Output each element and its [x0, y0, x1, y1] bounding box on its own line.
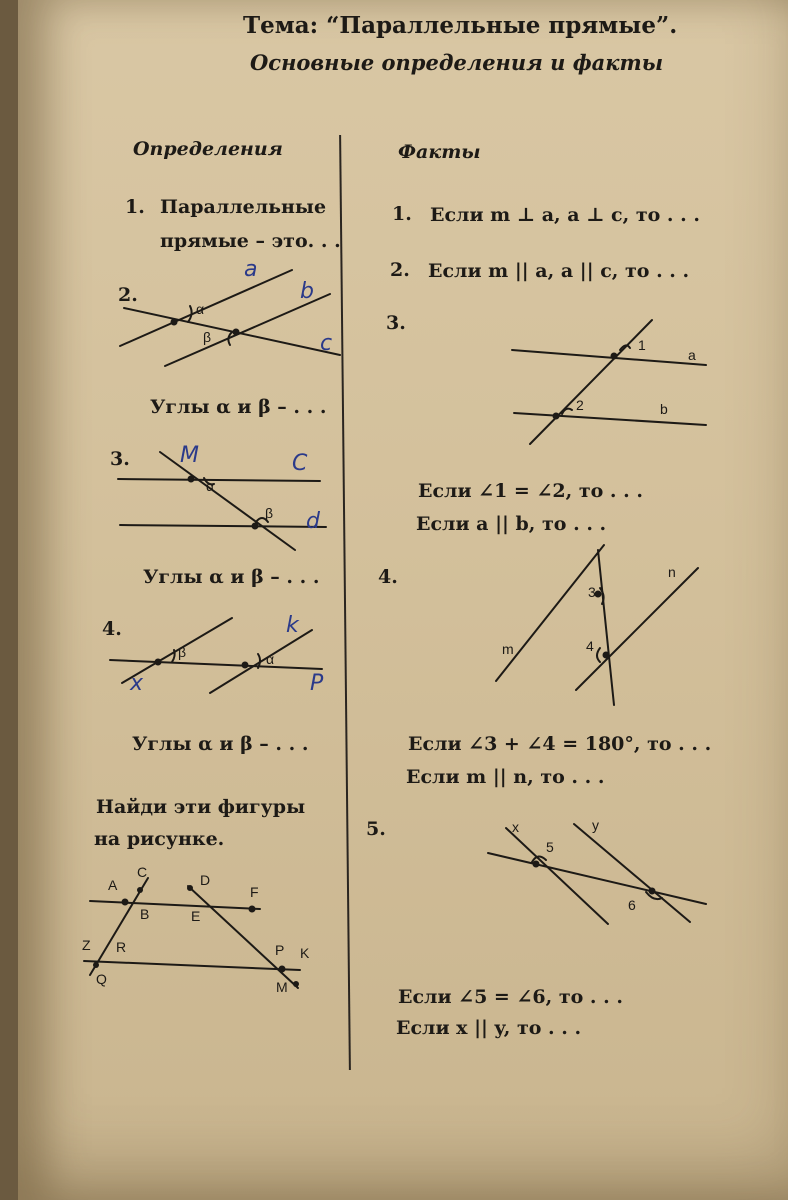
- fact3-figure: [512, 320, 706, 444]
- fact5-line2: Если x || y, то . . .: [396, 1017, 582, 1039]
- point-z-label: Z: [82, 937, 91, 953]
- def3-alpha-label: α: [206, 478, 215, 494]
- fact3-line-a-label: a: [688, 347, 696, 363]
- fact2-text: Если m || a, a || c, то . . .: [428, 260, 690, 282]
- fact4-line-n-label: n: [668, 564, 676, 580]
- def4-number: 4.: [102, 618, 122, 640]
- handwritten-k: k: [286, 613, 299, 638]
- fact3-number: 3.: [386, 312, 406, 334]
- page-subtitle: Основные определения и факты: [250, 50, 664, 75]
- def2-beta-label: β: [203, 329, 212, 345]
- point-e-label: E: [191, 908, 201, 924]
- handwritten-a: a: [244, 257, 258, 282]
- point-a-label: A: [108, 877, 118, 893]
- def1-line1: Параллельные: [160, 196, 327, 218]
- fact5-number: 5.: [366, 818, 386, 840]
- def2-alpha-label: α: [196, 301, 205, 317]
- fact4-line-m-label: m: [502, 641, 514, 657]
- def1-line2: прямые – это. . .: [160, 230, 341, 252]
- task-line1: Найди эти фигуры: [96, 796, 306, 818]
- point-b-label: B: [140, 906, 150, 922]
- def3-beta-label: β: [265, 505, 274, 521]
- point-k-label: K: [300, 945, 310, 961]
- fact5-line-x-label: x: [512, 819, 519, 835]
- def1-number: 1.: [125, 196, 145, 218]
- definitions-heading: Определения: [133, 138, 283, 160]
- point-c-label: C: [137, 864, 148, 880]
- fact3-angle1-label: 1: [638, 337, 646, 353]
- handwritten-p: P: [310, 671, 324, 696]
- fact4-line1: Если ∠3 + ∠4 = 180°, то . . .: [408, 733, 712, 755]
- def3-number: 3.: [110, 448, 130, 470]
- handwritten-d: d: [306, 509, 320, 534]
- fact4-line2: Если m || n, то . . .: [406, 766, 605, 788]
- fact5-angle6-label: 6: [628, 897, 636, 913]
- point-r-label: R: [116, 939, 127, 955]
- fact4-number: 4.: [378, 566, 398, 588]
- handwritten-b: b: [300, 279, 314, 304]
- task-line2: на рисунке.: [94, 828, 225, 850]
- fact3-angle2-label: 2: [576, 397, 584, 413]
- fact4-angle4-label: 4: [586, 638, 594, 654]
- fact5-figure: [488, 824, 706, 924]
- handwritten-x: x: [130, 671, 144, 696]
- fact5-line-y-label: y: [592, 817, 599, 833]
- fact1-number: 1.: [392, 203, 412, 225]
- point-f-label: F: [250, 884, 259, 900]
- fact3-line-b-label: b: [660, 401, 668, 417]
- fact1-text: Если m ⊥ a, a ⊥ c, то . . .: [430, 204, 700, 226]
- point-p-label: P: [275, 942, 285, 958]
- handwritten-c: c: [320, 331, 333, 356]
- point-d-label: D: [200, 872, 211, 888]
- def4-alpha-label: α: [266, 651, 275, 667]
- def4-caption: Углы α и β – . . .: [132, 733, 309, 755]
- task-figure: [84, 878, 300, 988]
- fact3-line2: Если a || b, то . . .: [416, 513, 607, 535]
- handwritten-c2: C: [292, 451, 308, 476]
- def2-caption: Углы α и β – . . .: [150, 396, 327, 418]
- def3-caption: Углы α и β – . . .: [143, 566, 320, 588]
- page-title: Тема: “Параллельные прямые”.: [243, 12, 678, 39]
- def2-number: 2.: [118, 284, 138, 306]
- handwritten-m: M: [180, 443, 199, 468]
- fact4-angle3-label: 3: [588, 584, 596, 600]
- def4-beta-label: β: [178, 644, 187, 660]
- fact5-angle5-label: 5: [546, 839, 554, 855]
- point-q-label: Q: [96, 971, 107, 987]
- fact3-line1: Если ∠1 = ∠2, то . . .: [418, 480, 643, 502]
- point-m-label: M: [276, 979, 288, 995]
- fact2-number: 2.: [390, 259, 410, 281]
- fact5-line1: Если ∠5 = ∠6, то . . .: [398, 986, 623, 1008]
- facts-heading: Факты: [398, 141, 481, 163]
